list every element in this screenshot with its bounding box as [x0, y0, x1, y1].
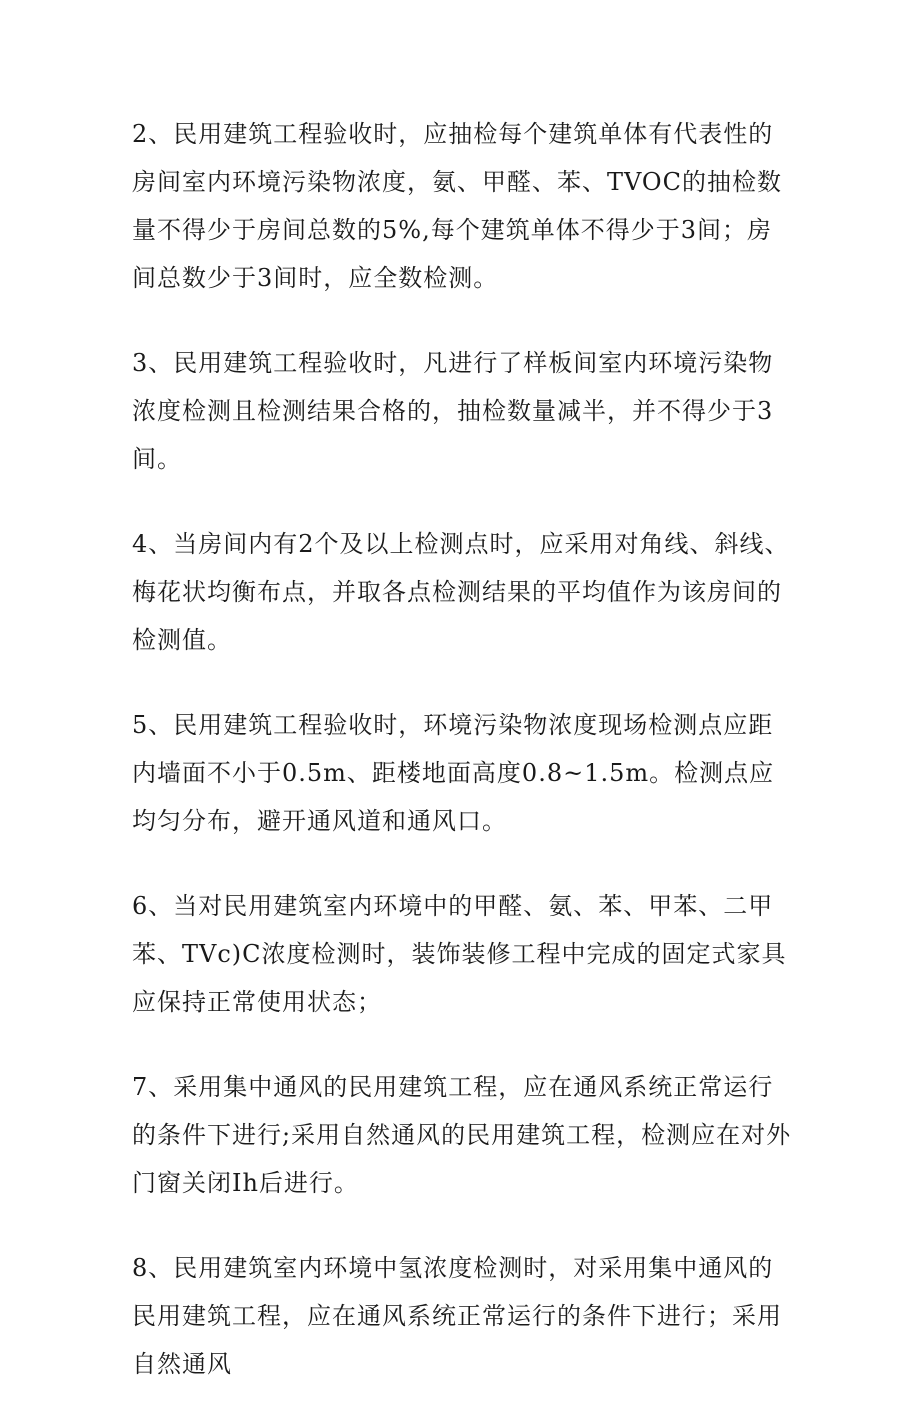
paragraph-item-4: 4、当房间内有2个及以上检测点时，应采用对角线、斜线、梅花状均衡布点，并取各点检测结果的平均值作为该房间的检测值。 [132, 530, 790, 654]
paragraph-item-3: 3、民用建筑工程验收时，凡进行了样板间室内环境污染物浓度检测且检测结果合格的，抽检数量减半，并不得少于3间。 [132, 349, 774, 473]
paragraph-item-6: 6、当对民用建筑室内环境中的甲醛、氨、苯、甲苯、二甲苯、TVc)C浓度检测时，装饰装修工程中完成的固定式家具应保持正常使用状态； [132, 892, 787, 1016]
paragraph-item-2: 2、民用建筑工程验收时，应抽检每个建筑单体有代表性的房间室内环境污染物浓度，氨、甲醛、苯、TVOC的抽检数量不得少于房间总数的5%,每个建筑单体不得少于3间；房间总数少于3间时，应全数检测。 [132, 120, 782, 292]
paragraph-item-8: 8、民用建筑室内环境中氢浓度检测时，对采用集中通风的民用建筑工程，应在通风系统正常运行的条件下进行；采用自然通风 [132, 1254, 782, 1378]
paragraph-item-7: 7、采用集中通风的民用建筑工程，应在通风系统正常运行的条件下进行;采用自然通风的民用建筑工程，检测应在对外门窗关闭Ih后进行。 [132, 1073, 792, 1197]
paragraph-item-5: 5、民用建筑工程验收时，环境污染物浓度现场检测点应距内墙面不小于0.5m、距楼地面高度0.8~1.5m。检测点应均匀分布，避开通风道和通风口。 [132, 711, 775, 835]
document-body [132, 110, 792, 1425]
